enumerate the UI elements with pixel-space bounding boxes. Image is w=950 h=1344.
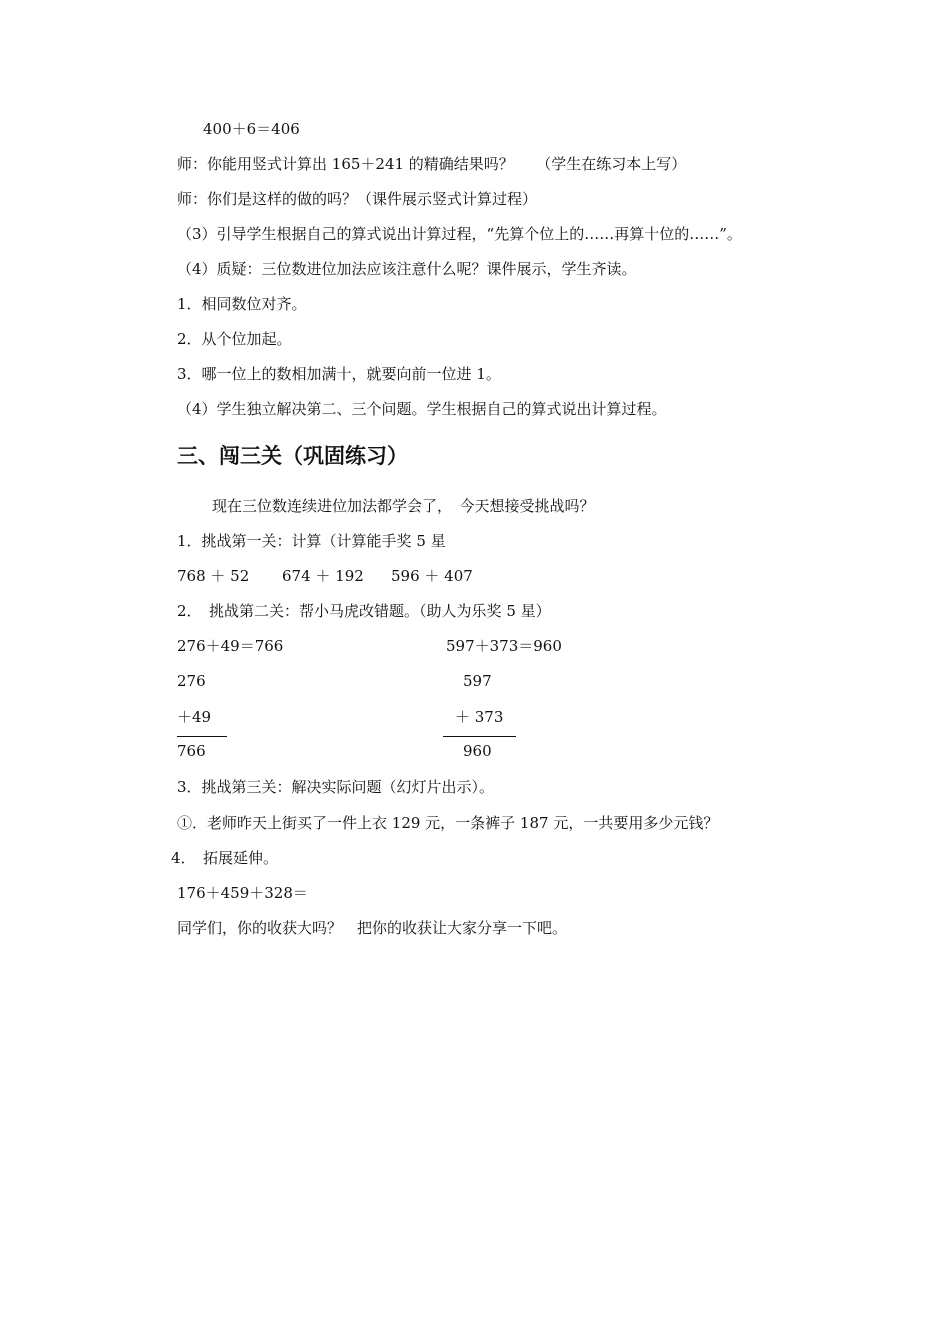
right-sum-rule [443, 736, 516, 737]
right-vertical-result: 960 [463, 742, 492, 760]
line-7: 2．从个位加起。 [177, 330, 292, 348]
line-5: （4）质疑：三位数进位加法应该注意什么呢？课件展示，学生齐读。 [177, 260, 637, 278]
challenge1-problem-3: 596 ＋ 407 [391, 567, 473, 585]
line-6: 1．相同数位对齐。 [177, 295, 307, 313]
line-8: 3．哪一位上的数相加满十，就要向前一位进 1。 [177, 365, 501, 383]
challenge2-title: 2． 挑战第二关：帮小马虎改错题。（助人为乐奖 5 星） [177, 602, 551, 620]
right-vertical-top: 597 [463, 672, 492, 690]
line-2: 师：你能用竖式计算出 165＋241 的精确结果吗？ （学生在练习本上写） [177, 155, 687, 173]
left-vertical-top: 276 [177, 672, 206, 690]
left-vertical-addend: ＋49 [177, 708, 212, 726]
challenge1-problem-2: 674 ＋ 192 [282, 567, 364, 585]
line-3: 师：你们是这样的做的吗？（课件展示竖式计算过程） [177, 190, 538, 208]
line-9: （4）学生独立解决第二、三个问题。学生根据自己的算式说出计算过程。 [177, 400, 667, 418]
challenge1-title: 1．挑战第一关：计算（计算能手奖 5 星 [177, 532, 446, 550]
left-vertical-result: 766 [177, 742, 206, 760]
intro-line: 现在三位数连续进位加法都学会了， 今天想接受挑战吗？ [212, 497, 595, 515]
right-equation: 597＋373＝960 [446, 637, 562, 655]
line-4: （3）引导学生根据自己的算式说出计算过程，“先算个位上的……再算十位的……”。 [177, 225, 742, 243]
line-1: 400＋6＝406 [203, 120, 300, 138]
challenge3-title: 3．挑战第三关：解决实际问题（幻灯片出示）。 [177, 778, 495, 796]
closing-line: 同学们，你的收获大吗？ 把你的收获让大家分享一下吧。 [177, 919, 568, 937]
right-vertical-addend: ＋ 373 [455, 708, 504, 726]
challenge1-problem-1: 768 ＋ 52 [177, 567, 250, 585]
challenge3-problem: ①．老师昨天上街买了一件上衣 129 元，一条裤子 187 元，一共要用多少元钱？ [177, 814, 719, 832]
left-equation: 276＋49＝766 [177, 637, 284, 655]
left-sum-rule [177, 736, 227, 737]
extension-title: 4． 拓展延伸。 [171, 849, 279, 867]
section-heading: 三、闯三关（巩固练习） [177, 444, 408, 468]
extension-expression: 176＋459＋328＝ [177, 884, 308, 902]
